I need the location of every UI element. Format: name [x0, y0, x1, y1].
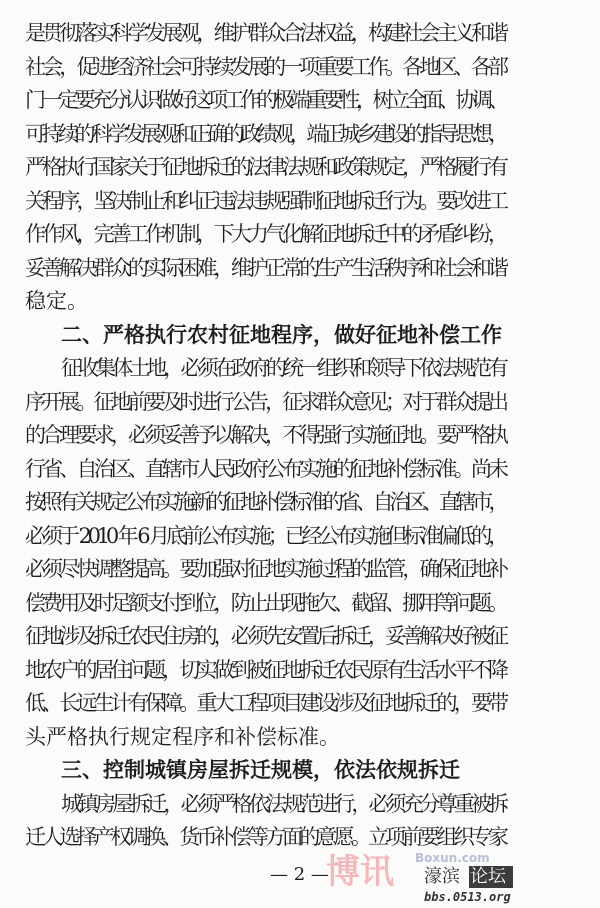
page-number: — 2 —	[270, 864, 329, 885]
text-line: 社会，促进经济社会可持续发展的一项重要工作。各地区、各部	[25, 54, 505, 79]
watermark-boxun-en: Boxun.com	[415, 851, 490, 865]
section-heading: 三、控制城镇房屋拆迁规模，依法依规拆迁	[61, 758, 460, 782]
text-line: 可持续的科学发展观和正确的政绩观，端正城乡建设的指导思想，	[25, 121, 505, 146]
text-line: 的合理要求，必须妥善予以解决，不得强行实施征地。要严格执	[25, 423, 505, 447]
watermark-url: bbs.0513.org	[424, 890, 511, 904]
text-line: 序开展。征地前要及时进行公告，征求群众意见；对于群众提出	[25, 389, 505, 414]
section-heading: 二、严格执行农村征地程序，做好征地补偿工作	[61, 322, 502, 347]
text-line: 征地涉及拆迁农民住房的，必须先安置后拆迁，妥善解决好被征	[25, 624, 505, 648]
forum-name: 濠滨	[424, 866, 469, 888]
text-line: 迁人选择产权调换、货币补偿等方面的意愿。立项前要组织专家	[25, 825, 505, 849]
text-line: 严格执行国家关于征地拆迁的法律法规和政策规定，严格履行有	[25, 155, 505, 179]
text-line: 必须尽快调整提高。要加强对征地实施过程的监管，确保征地补	[25, 557, 505, 581]
text-line: 作作风，完善工作机制，下大力气化解征地拆迁中的矛盾纠纷，	[25, 222, 505, 246]
text-line: 地农户的居住问题，切实做到被征地拆迁农民原有生活水平不降	[25, 657, 505, 682]
text-line: 头严格执行规定程序和补偿标准。	[25, 724, 340, 749]
text-line: 征收集体土地，必须在政府的统一组织和领导下依法规范有	[61, 356, 505, 380]
text-line: 城镇房屋拆迁，必须严格依法规范进行，必须充分尊重被拆	[61, 791, 505, 816]
text-line: 门一定要充分认识做好这项工作的极端重要性，树立全面、协调、	[25, 88, 505, 112]
watermark-boxun-cn: 博讯	[326, 852, 394, 892]
forum-label: 论坛	[470, 866, 506, 887]
text-line: 偿费用及时足额支付到位，防止出现拖欠、截留、挪用等问题。	[25, 590, 505, 615]
text-line: 行省、自治区、直辖市人民政府公布实施的征地补偿标准。尚未	[25, 456, 505, 481]
text-line: 关程序，坚决制止和纠正违法违规强制征地拆迁行为。要改进工	[25, 188, 505, 213]
watermark-forum-logo	[424, 866, 513, 888]
text-line: 妥善解决群众的实际困难，维护正常的生产生活秩序和社会和谐	[25, 255, 505, 280]
text-line: 是贯彻落实科学发展观，维护群众合法权益，构建社会主义和谐	[25, 21, 505, 45]
text-line: 低、长远生计有保障。重大工程项目建设涉及征地拆迁的，要带	[25, 691, 505, 715]
text-line: 按照有关规定公布实施新的征地补偿标准的省、自治区、直辖市，	[25, 490, 505, 514]
text-line: 稳定。	[25, 289, 88, 313]
text-line: 必须于 2010 年 6 月底前公布实施；已经公布实施但标准偏低的，	[25, 523, 505, 548]
